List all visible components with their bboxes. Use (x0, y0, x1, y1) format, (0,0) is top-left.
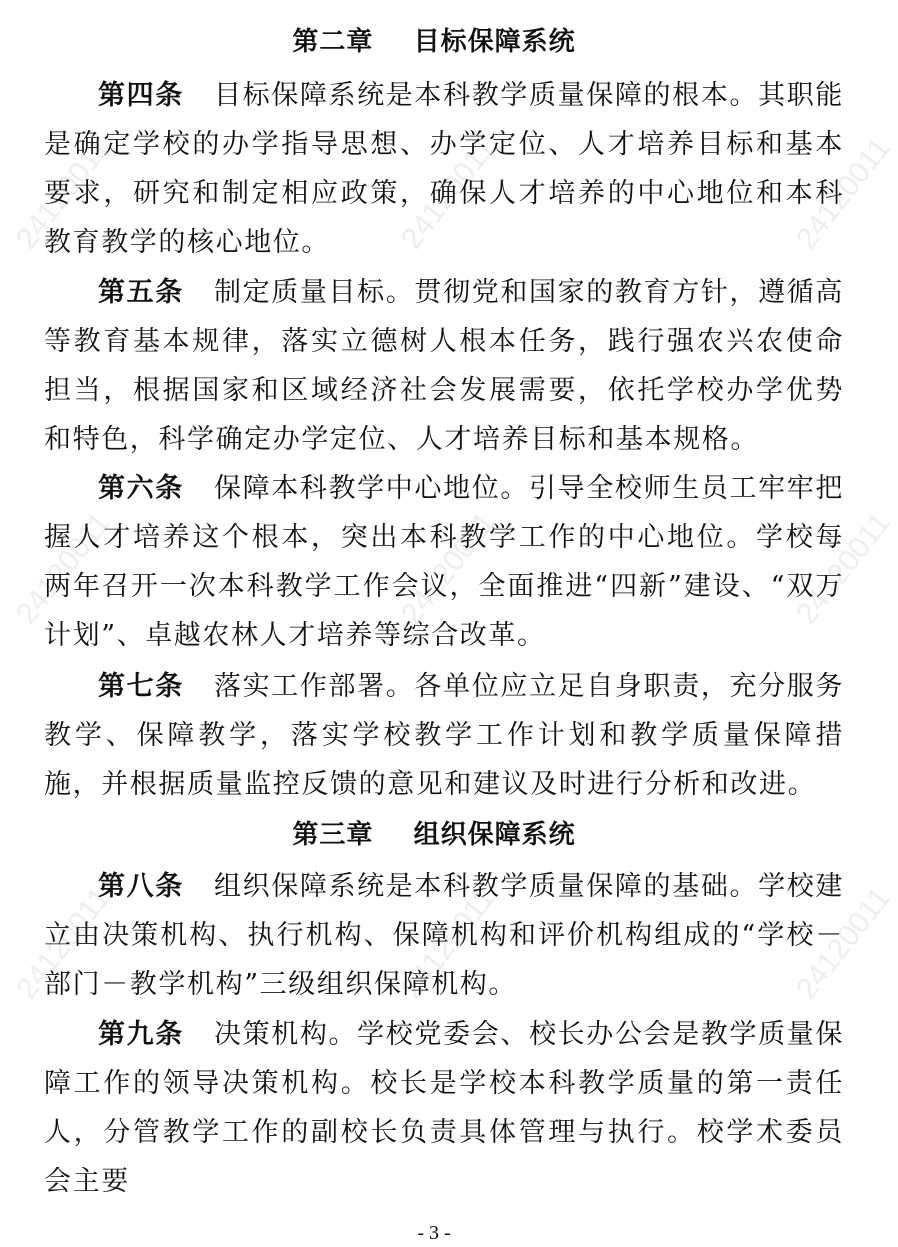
article-paragraph (44, 71, 844, 267)
article-paragraph (44, 662, 844, 809)
article-paragraph (44, 1010, 844, 1206)
watermark: 24120011 (790, 506, 897, 631)
watermark: 24120011 (395, 506, 502, 631)
article-text: 目标保障系统是本科教学质量保障的根本。其职能是确定学校的办学指导思想、办学定位、人才培养目标和基本要求，研究和制定相应政策，确保人才培养的中心地位和本科教育教学的核心地位。 (44, 80, 844, 258)
article-label: 第六条 (98, 473, 184, 504)
watermark: 24120011 (10, 131, 117, 256)
chapter-heading: 第三章 组织保障系统 (292, 820, 576, 850)
article-text: 落实工作部署。各单位应立足自身职责，充分服务教学、保障教学，落实学校教学工作计划和教学质量保障措施，并根据质量监控反馈的意见和建议及时进行分析和改进。 (44, 671, 844, 800)
article-label: 第五条 (98, 277, 184, 308)
chapter-heading: 第二章 目标保障系统 (292, 27, 576, 57)
watermark: 24120011 (790, 881, 897, 1006)
article-paragraph (44, 268, 844, 464)
article-text: 决策机构。学校党委会、校长办公会是教学质量保障工作的领导决策机构。校长是学校本科教学质量的第一责任人，分管教学工作的副校长负责具体管理与执行。校学术委员会主要 (44, 1019, 844, 1197)
article-text: 制定质量目标。贯彻党和国家的教育方针，遵循高等教育基本规律，落实立德树人根本任务，践行强农兴农使命担当，根据国家和区域经济社会发展需要，依托学校办学优势和特色，科学确定办学定位、人才培养目标和基本规格。 (44, 277, 844, 455)
article-label: 第八条 (98, 871, 184, 902)
watermark: 24120011 (790, 131, 897, 256)
watermark: 24120011 (10, 506, 117, 631)
article-paragraph (44, 464, 844, 660)
watermark: 24120011 (10, 881, 117, 1006)
watermark: 24120011 (395, 881, 502, 1006)
article-text: 保障本科教学中心地位。引导全校师生员工牢牢把握人才培养这个根本，突出本科教学工作的中心地位。学校每两年召开一次本科教学工作会议，全面推进“四新”建设、“双万计划”、卓越农林人才培养等综合改革。 (44, 473, 844, 651)
article-text: 组织保障系统是本科教学质量保障的基础。学校建立由决策机构、执行机构、保障机构和评价机构组成的“学校－部门－教学机构”三级组织保障机构。 (44, 871, 844, 1000)
article-label: 第九条 (98, 1019, 184, 1050)
article-label: 第四条 (98, 80, 184, 111)
article-label: 第七条 (98, 671, 184, 702)
article-paragraph (44, 862, 844, 1009)
page-number: - 3 - (417, 1222, 451, 1244)
watermark: 24120011 (395, 131, 502, 256)
